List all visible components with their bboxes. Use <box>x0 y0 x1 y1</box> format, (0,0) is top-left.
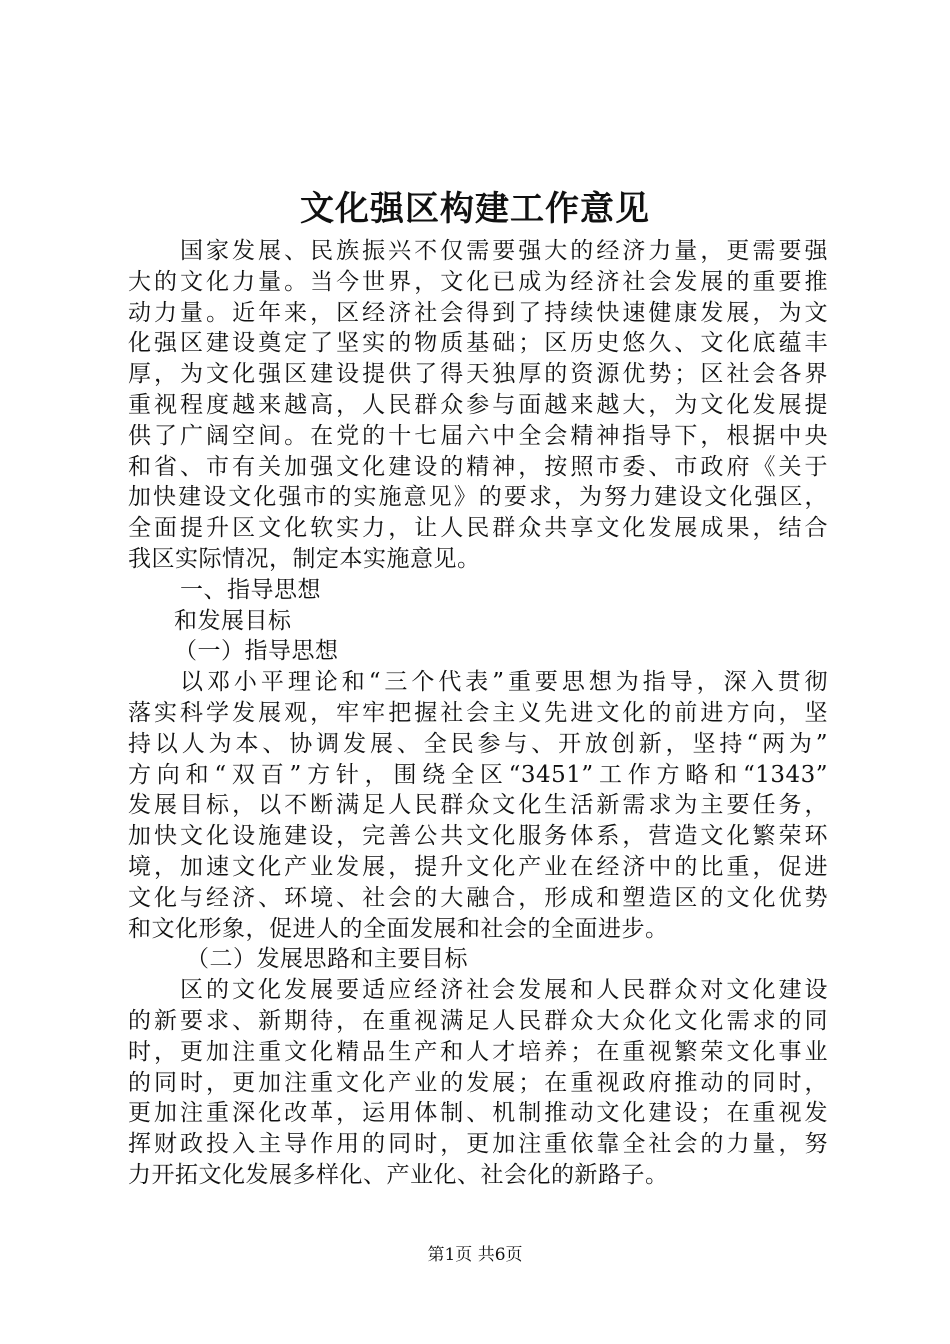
paragraph-line: 方向和“双百”方针，围绕全区“3451”工作方略和“1343” <box>128 761 828 788</box>
paragraph-line: 时，更加注重文化精品生产和人才培养；在重视繁荣文化事业 <box>128 1038 828 1065</box>
paragraph-line: 发展目标，以不断满足人民群众文化生活新需求为主要任务， <box>128 792 828 819</box>
document-title: 文化强区构建工作意见 <box>300 189 650 229</box>
paragraph-line: 供了广阔空间。在党的十七届六中全会精神指导下，根据中央 <box>128 422 828 449</box>
paragraph-line: 的新要求、新期待，在重视满足人民群众大众化文化需求的同 <box>128 1007 828 1034</box>
paragraph-line: 持以人为本、协调发展、全民参与、开放创新，坚持“两为” <box>128 730 828 757</box>
paragraph-line: 境，加速文化产业发展，提升文化产业在经济中的比重，促进 <box>128 853 828 880</box>
paragraph-line: 更加注重深化改革，运用体制、机制推动文化建设；在重视发 <box>128 1100 828 1127</box>
document-body <box>128 236 828 1191</box>
paragraph-line: 加快建设文化强市的实施意见》的要求，为努力建设文化强区， <box>128 484 828 511</box>
paragraph-line: 力开拓文化发展多样化、产业化、社会化的新路子。 <box>128 1161 669 1188</box>
paragraph-line: 的同时，更加注重文化产业的发展；在重视政府推动的同时， <box>128 1069 828 1096</box>
paragraph-line: 以邓小平理论和“三个代表”重要思想为指导，深入贯彻 <box>180 669 828 696</box>
paragraph-line: 动力量。近年来，区经济社会得到了持续快速健康发展，为文 <box>128 299 828 326</box>
paragraph-line: 落实科学发展观，牢牢把握社会主义先进文化的前进方向，坚 <box>128 699 828 726</box>
paragraph-line: 和省、市有关加强文化建设的精神，按照市委、市政府《关于 <box>128 453 828 480</box>
page-number-footer: 第1页 共6页 <box>427 1245 523 1265</box>
paragraph-line: 和文化形象，促进人的全面发展和社会的全面进步。 <box>128 915 669 942</box>
subsection-heading: （二）发展思路和主要目标 <box>186 946 468 973</box>
paragraph-line: 大的文化力量。当今世界，文化已成为经济社会发展的重要推 <box>128 268 828 295</box>
paragraph-line: 重视程度越来越高，人民群众参与面越来越大，为文化发展提 <box>128 391 828 418</box>
section-heading: 一、指导思想 <box>180 576 321 603</box>
paragraph-line: 挥财政投入主导作用的同时，更加注重依靠全社会的力量，努 <box>128 1131 828 1158</box>
section-heading: 和发展目标 <box>174 607 292 634</box>
paragraph-line: 文化与经济、环境、社会的大融合，形成和塑造区的文化优势 <box>128 884 828 911</box>
paragraph-line: 我区实际情况，制定本实施意见。 <box>128 545 481 572</box>
subsection-heading: （一）指导思想 <box>174 638 339 665</box>
paragraph-line: 区的文化发展要适应经济社会发展和人民群众对文化建设 <box>180 977 828 1004</box>
paragraph-line: 化强区建设奠定了坚实的物质基础；区历史悠久、文化底蕴丰 <box>128 330 828 357</box>
paragraph-line: 国家发展、民族振兴不仅需要强大的经济力量，更需要强 <box>180 238 828 264</box>
paragraph-line: 全面提升区文化软实力，让人民群众共享文化发展成果，结合 <box>128 515 828 542</box>
paragraph-line: 厚，为文化强区建设提供了得天独厚的资源优势；区社会各界 <box>128 361 828 388</box>
paragraph-line: 加快文化设施建设，完善公共文化服务体系，营造文化繁荣环 <box>128 823 828 850</box>
